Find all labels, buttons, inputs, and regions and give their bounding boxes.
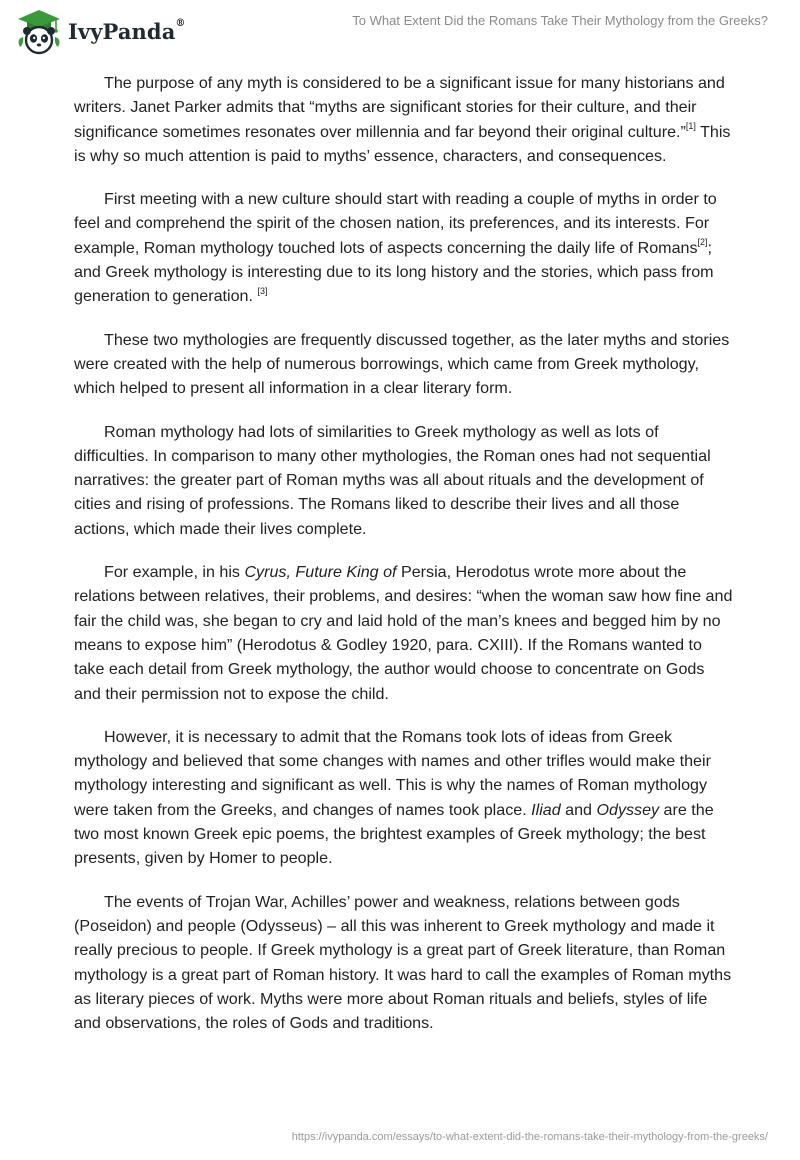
document-title: To What Extent Did the Romans Take Their Mythology from the Greeks? — [352, 13, 768, 28]
work-title-odyssey: Odyssey — [596, 800, 660, 819]
panda-graduate-icon — [14, 7, 64, 55]
paragraph-1: The purpose of any myth is considered to be a significant issue for many historians and writers. Janet Parker admits that “myths are significant stories for their culture, and their significance sometimes resonates over millennia and far beyond their original culture.”[1] This is why so much attention is paid to myths’ essence, characters, and consequences. — [74, 74, 731, 165]
ivypanda-logo[interactable] — [14, 7, 186, 55]
page-url[interactable]: https://ivypanda.com/essays/to-what-extent-did-the-romans-take-their-mythology-from-the-greeks/ — [291, 1131, 768, 1143]
paragraph-2: First meeting with a new culture should start with reading a couple of myths in order to feel and comprehend the spirit of the chosen nation, its preferences, and its interests. For example, Roman mythology touched lots of aspects concerning the daily life of Romans[2]; and Greek mythology is interesting due to its long history and the stories, which pass from generation to generation. [3] — [74, 190, 717, 306]
registered-mark: ® — [175, 17, 186, 29]
work-title-cyrus: Cyrus, Future King of — [244, 563, 397, 582]
work-title-iliad: Iliad — [531, 800, 561, 819]
essay-body — [74, 71, 734, 1054]
paragraph-3: These two mythologies are frequently discussed together, as the later myths and stories were created with the help of numerous borrowings, which came from Greek mythology, which helped to present all information in a clear literary form. — [74, 330, 730, 398]
paragraph-7: The events of Trojan War, Achilles’ power and weakness, relations between gods (Poseidon) and people (Odysseus) – all this was inherent to Greek mythology and made it really precious to people. If Greek mythology is a great part of Greek literature, than Roman mythology is a great part of Roman history. It was hard to call the examples of Roman myths as literary pieces of work. Myths were more about Roman rituals and beliefs, styles of life and observations, the roles of Gods and traditions. — [74, 892, 732, 1033]
footnote-ref-2[interactable]: [2] — [697, 237, 708, 248]
page-header — [0, 0, 800, 64]
paragraph-6: However, it is necessary to admit that the Romans took lots of ideas from Greek mythology and believed that some changes with names and other trifles would make their mythology interesting and significant as well. This is why the names of Roman mythology were taken from the Greeks, and changes of names took place. Iliad and Odyssey are the two most known Greek epic poems, the brightest examples of Greek mythology; the best presents, given by Homer to people. — [74, 727, 714, 868]
paragraph-4: Roman mythology had lots of similarities to Greek mythology as well as lots of difficulties. In comparison to many other mythologies, the Roman ones had not sequential narratives: the greater part of Roman myths was all about rituals and the development of cities and rising of professions. The Romans liked to describe their lives and all those actions, which made their lives complete. — [74, 422, 711, 538]
footnote-ref-3[interactable]: [3] — [257, 286, 268, 297]
footnote-ref-1[interactable]: [1] — [685, 121, 696, 132]
paragraph-5: For example, in his Cyrus, Future King of Persia, Herodotus wrote more about the relations between relatives, their problems, and desires: “when the woman saw how fine and fair the child was, she began to cry and laid hold of the man’s knees and begged him by no means to expose him” (Herodotus & Godley 1920, para. CXIII). If the Romans wanted to take each detail from Greek mythology, the author would choose to concentrate on Gods and their permission not to expose the child. — [74, 563, 733, 703]
brand-name: IvyPanda® — [68, 17, 186, 44]
